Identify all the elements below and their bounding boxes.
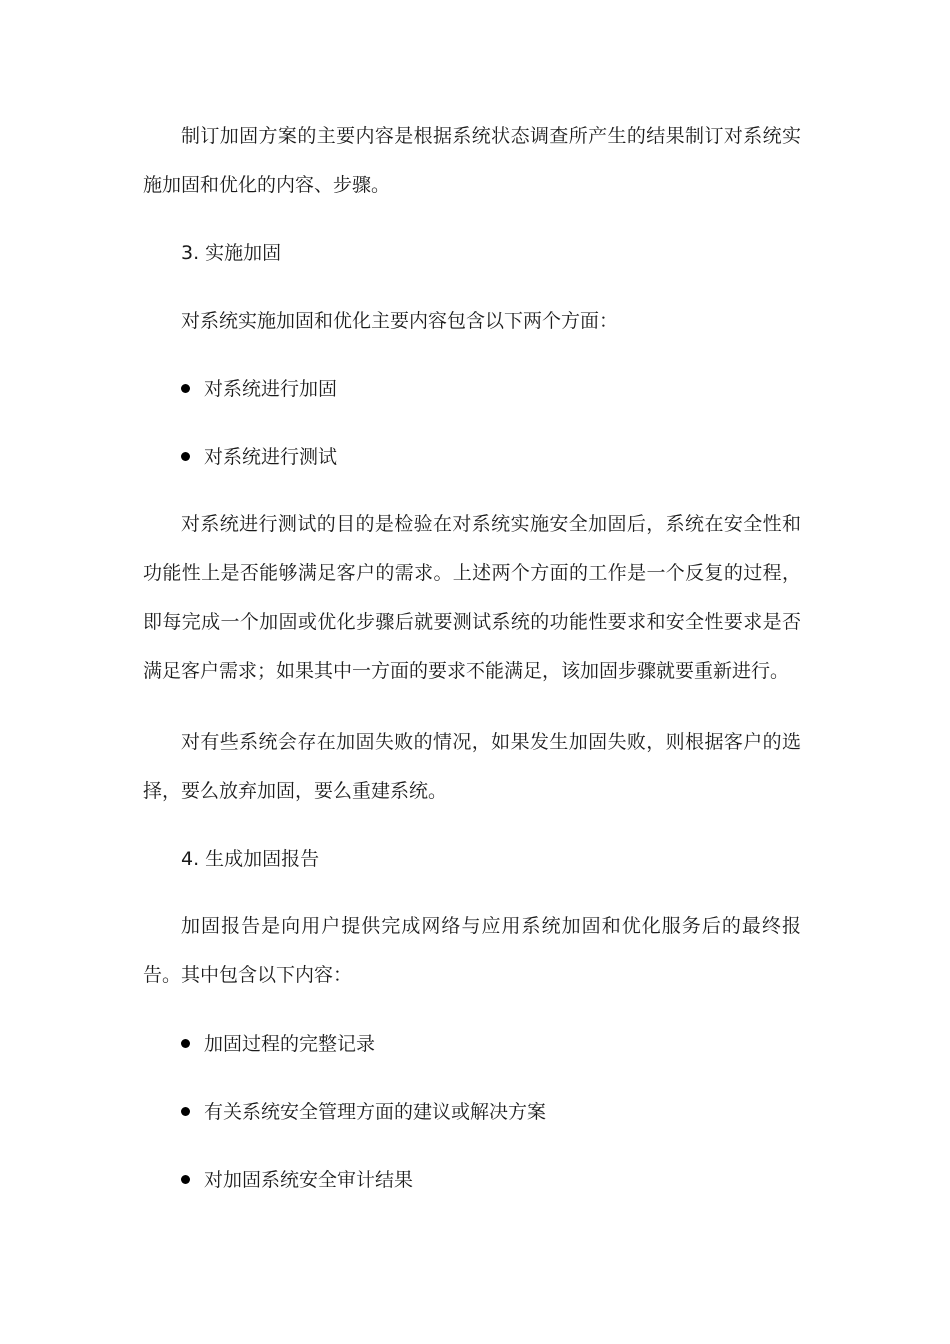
list-item-label: 对系统进行加固 [204, 378, 338, 400]
list-item [181, 1029, 801, 1059]
list-item [181, 442, 801, 472]
paragraph-testing-purpose: 对系统进行测试的目的是检验在对系统实施安全加固后，系统在安全性和功能性上是否能够满足客户的需求。上述两个方面的工作是一个反复的过程，即每完成一个加固或优化步骤后就要测试系统的功能性要求和安全性要求是否满足客户需求；如果其中一方面的要求不能满足，该加固步骤就要重新进行。 [143, 513, 801, 682]
list-item [181, 1165, 801, 1195]
bullet-icon [181, 1039, 190, 1048]
bullet-icon [181, 384, 190, 393]
list-item [181, 374, 801, 404]
heading-implement-hardening: 3. 实施加固 [181, 242, 282, 264]
list-item-label: 有关系统安全管理方面的建议或解决方案 [204, 1101, 547, 1123]
bullet-icon [181, 1107, 190, 1116]
paragraph-hardening-failure: 对有些系统会存在加固失败的情况，如果发生加固失败，则根据客户的选择，要么放弃加固，要么重建系统。 [143, 731, 801, 802]
bullet-icon [181, 452, 190, 461]
bullet-icon [181, 1175, 190, 1184]
list-item [181, 1097, 801, 1127]
list-item-label: 对系统进行测试 [204, 446, 338, 468]
list-item-label: 加固过程的完整记录 [204, 1033, 376, 1055]
paragraph-plan-content: 制订加固方案的主要内容是根据系统状态调查所产生的结果制订对系统实施加固和优化的内容、步骤。 [143, 125, 801, 196]
list-item-label: 对加固系统安全审计结果 [204, 1169, 414, 1191]
paragraph-two-aspects: 对系统实施加固和优化主要内容包含以下两个方面： [181, 310, 619, 332]
heading-generate-report: 4. 生成加固报告 [181, 848, 320, 870]
paragraph-report-content: 加固报告是向用户提供完成网络与应用系统加固和优化服务后的最终报告。其中包含以下内容： [143, 915, 801, 986]
